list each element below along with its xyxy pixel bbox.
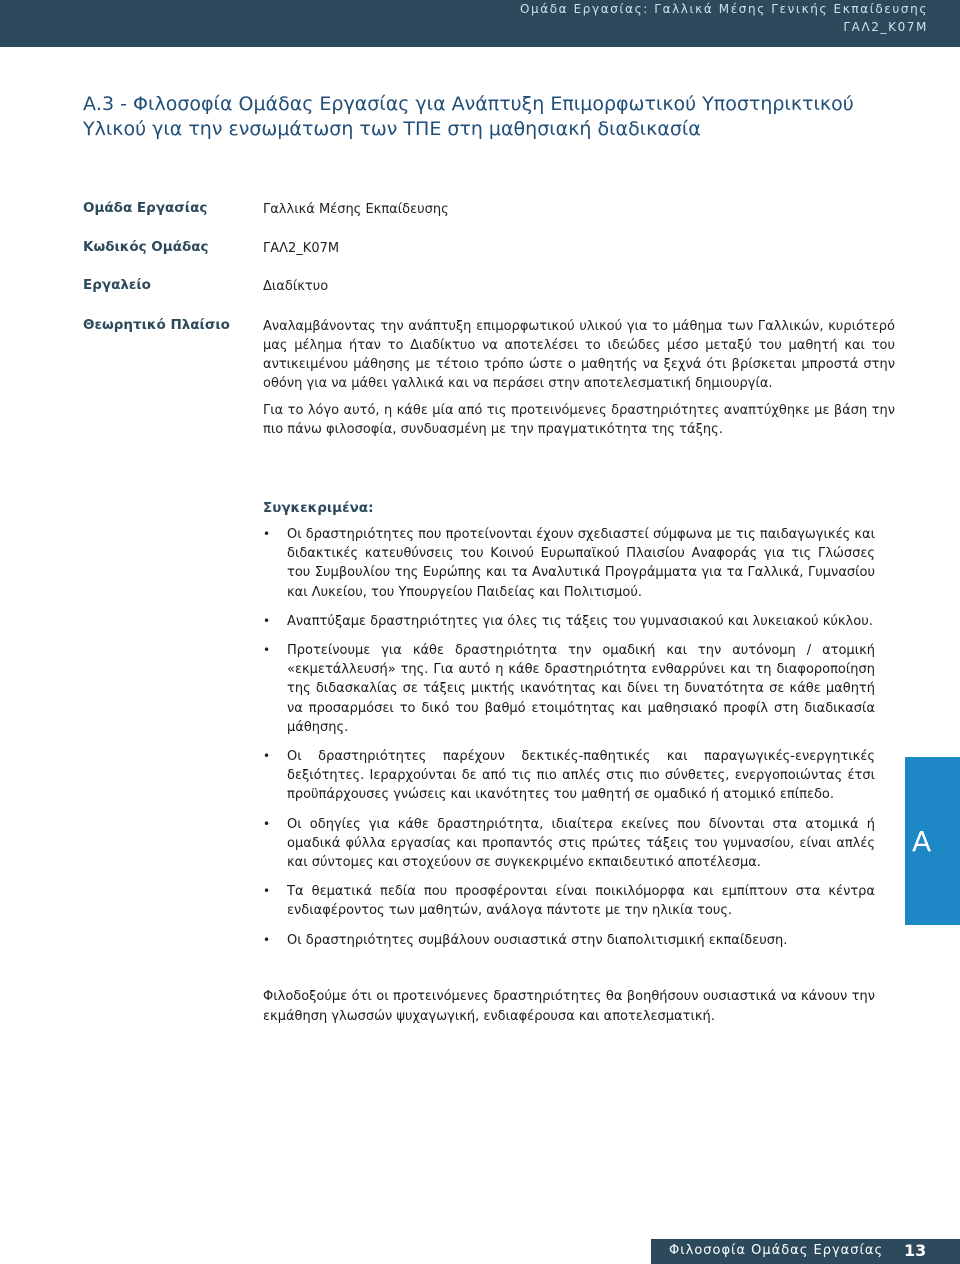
bullet-dot-icon: • <box>263 613 271 628</box>
bullet-dot-icon: • <box>263 749 271 764</box>
specifically-heading: Συγκεκριμένα: <box>263 500 374 516</box>
tool-label: Εργαλείο <box>83 277 151 293</box>
conclusion-paragraph: Φιλοδοξούμε ότι οι προτεινόμενες δραστηριότητες θα βοηθήσουν ουσιαστικά να κάνουν την εκμάθηση γλωσσών ψυχαγωγική, ενδιαφέρουσα και αποτελεσματική. <box>263 989 875 1024</box>
list-item-text: Οι δραστηριότητες συμβάλουν ουσιαστικά στην διαπολιτισμική εκπαίδευση. <box>287 932 788 948</box>
list-item <box>263 525 875 602</box>
bullet-dot-icon: • <box>263 643 271 658</box>
footer-bar <box>651 1239 960 1264</box>
footer-section-name: Φιλοσοφία Ομάδας Εργασίας <box>669 1243 884 1258</box>
code-value: ΓΑΛ2_Κ07Μ <box>263 241 340 256</box>
list-item-text: Οι δραστηριότητες παρέχουν δεκτικές-παθητικές και παραγωγικές-ενεργητικές δεξιότητες. Ιεραρχούνται δε από τις πιο απλές στις πιο σύνθετες, ενεργοποιώντας έτσι προϋπάρχουσες γνώσεις και ικανότητες του μαθητή σε ομαδικό ή ατομικό επίπεδο. <box>287 749 875 803</box>
bullet-dot-icon: • <box>263 932 271 947</box>
list-item <box>263 882 875 920</box>
header-group-title: Ομάδα Εργασίας: Γαλλικά Μέσης Γενικής Εκπαίδευσης <box>519 2 928 16</box>
group-value: Γαλλικά Μέσης Εκπαίδευσης <box>263 202 449 217</box>
section-title: Α.3 - Φιλοσοφία Ομάδας Εργασίας για Ανάπτυξη Επιμορφωτικού Υποστηρικτικού Υλικού για την ενσωμάτωση των ΤΠΕ στη μαθησιακή διαδικασία <box>83 93 854 140</box>
group-label: Ομάδα Εργασίας <box>83 200 208 216</box>
header-group-code: ΓΑΛ2_Κ07Μ <box>843 20 928 34</box>
list-item <box>263 612 875 631</box>
list-item-text: Προτείνουμε για κάθε δραστηριότητα την ομαδική και την αυτόνομη / ατομική «εκμετάλλευσή» της. Για αυτό η κάθε δραστηριότητα ενθαρρύνει και τη διαφοροποίηση της διδασκαλίας σε τάξεις μικτής ικανότητας και δίνει τη δυνατότητα σε κάθε μαθητή να προσαρμόσει το δικό του βαθμό ετοιμότητας και μαθησιακό προφίλ στη διαδικασία μάθησης. <box>287 643 875 735</box>
bullet-dot-icon: • <box>263 884 271 899</box>
list-item <box>263 641 875 737</box>
list-item-text: Αναπτύξαμε δραστηριότητες για όλες τις τάξεις του γυμνασιακού και λυκειακού κύκλου. <box>287 613 873 629</box>
list-item-text: Τα θεματικά πεδία που προσφέρονται είναι ποικιλόμορφα και εμπίπτουν στα κέντρα ενδιαφέροντος των μαθητών, ανάλογα πάντοτε με την ηλικία τους. <box>287 884 875 919</box>
list-item <box>263 747 875 805</box>
framework-paragraph-2: Για το λόγο αυτό, η κάθε μία από τις προτεινόμενες δραστηριότητες αναπτύχθηκε με βάση την πιο πάνω φιλοσοφία, συνδυασμένη με την πραγματικότητα της τάξης. <box>263 403 895 437</box>
list-item <box>263 931 875 950</box>
framework-label: Θεωρητικό Πλαίσιο <box>83 317 230 333</box>
list-item-text: Οι οδηγίες για κάθε δραστηριότητα, ιδιαίτερα εκείνες που δίνονται στα ατομικά ή ομαδικά φύλλα εργασίας και προπαντός στις πρώτες τάξεις του γυμνασίου, είναι απλές και σύντομες και στοχεύουν σε συγκεκριμένο εκπαιδευτικό αποτέλεσμα. <box>287 816 875 871</box>
code-label: Κωδικός Ομάδας <box>83 239 209 255</box>
bullet-dot-icon: • <box>263 527 271 541</box>
bullet-list <box>263 525 875 960</box>
page-number: 13 <box>904 1241 927 1260</box>
list-item-text: Οι δραστηριότητες που προτείνονται έχουν σχεδιαστεί σύμφωνα με τις παιδαγωγικές και διδακτικές κατευθύνσεις του Κοινού Ευρωπαϊκού Πλαισίου Αναφοράς για τις Γλώσσες του Συμβουλίου της Ευρώπης και τα Αναλυτικά Προγράμματα για τα Γαλλικά, Γυμνασίου και Λυκείου, του Υπουργείου Παιδείας και Πολιτισμού. <box>287 527 875 600</box>
framework-paragraph-1: Αναλαμβάνοντας την ανάπτυξη επιμορφωτικού υλικού για το μάθημα των Γαλλικών, κυριότερό μας μέλημα ήταν το Διαδίκτυο να αποτελέσει το ιδεώδες μέσο μεταξύ του μαθητή και του αντικειμένου μάθησης με τέτοιο τρόπο ώστε ο μαθητής να ξεχνά ότι βρίσκεται μπροστά στην οθόνη για να μάθει γαλλικά και να περάσει στην αποτελεσματική δημιουργία. <box>263 319 895 391</box>
header-band <box>0 0 960 47</box>
bullet-dot-icon: • <box>263 816 271 831</box>
tool-value: Διαδίκτυο <box>263 279 329 294</box>
section-side-tab <box>905 757 960 925</box>
side-tab-letter: A <box>912 825 932 858</box>
list-item <box>263 815 875 873</box>
framework-text <box>263 317 895 439</box>
